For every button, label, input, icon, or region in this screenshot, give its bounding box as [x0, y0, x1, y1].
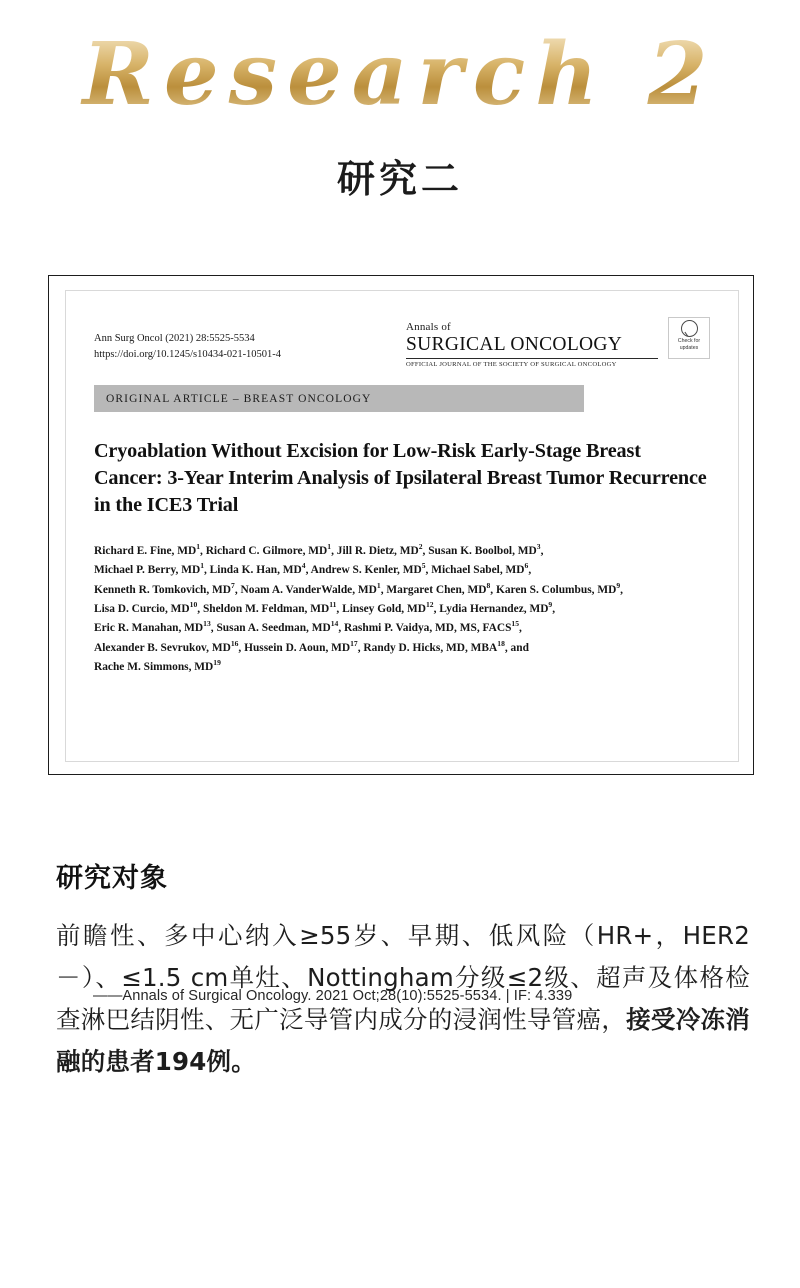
- article-type-label: ORIGINAL ARTICLE – BREAST ONCOLOGY: [106, 392, 372, 405]
- study-population-section: [56, 856, 756, 1084]
- journal-logo-divider: [406, 358, 658, 359]
- journal-logo-society: OFFICIAL JOURNAL OF THE SOCIETY OF SURGICAL ONCOLOGY: [406, 361, 617, 368]
- banner-script-title: Research 2: [0, 28, 800, 123]
- page-banner: [0, 0, 800, 201]
- journal-logo-annals: Annals of: [406, 321, 451, 333]
- crossmark-line2: updates: [679, 344, 699, 351]
- section-body: 前瞻性、多中心纳入≥55岁、早期、低风险（HR+，HER2－）、≤1.5 cm单灶、Nottingham分级≤2级、超声及体格检查淋巴结阴性、无广泛导管内成分的浸润性导管癌，接受冷冻消融的患者194例。: [56, 921, 750, 1077]
- paper-authors: Richard E. Fine, $MD^1$, Richard C. Gilmore, $MD^1$, Jill R. Dietz, $MD^2$, Susan K. Boolbol, $MD^3$, Michael P. Berry, $MD^1$, Linda K. Han, $MD^4$, Andrew S. Kenler, $MD^5$, Michael Sabel, $MD^6$, Kenneth R. Tomkovich, $MD^7$, Noam A. VanderWalde, $MD^1$, Margaret Chen, $MD^8$, Karen S. Columbus, $MD^9$, Lisa D. Curcio, MD$^{10}$, Sheldon M. Feldman, MD$^{11}$, Linsey Gold, MD$^{12}$, Lydia Hernandez, $MD^9$, Eric R. Manahan, MD$^{13}$, Susan A. Seedman, MD$^{14}$, Rashmi P. Vaidya, MD, MS, FACS$^{15}$, Alexander B. Sevrukov, MD$^{16}$, Hussein D. Aoun, MD$^{17}$, Randy D. Hicks, MD, MBA$^{18}$, and Rache M. Simmons, MD$^{19}$: [94, 542, 623, 673]
- article-type-band: [94, 385, 584, 412]
- journal-masthead: [94, 317, 710, 379]
- journal-reference: [94, 317, 281, 364]
- journal-reference-line2: https://doi.org/10.1245/s10434-021-10501-4: [94, 349, 282, 361]
- crossmark-badge: [668, 317, 710, 359]
- checkmark-icon: [681, 320, 698, 337]
- journal-reference-line1: Ann Surg Oncol (2021) 28:5525-5534: [94, 333, 255, 344]
- journal-logo: [406, 317, 658, 368]
- banner-chinese-title: 研究二: [336, 156, 463, 201]
- journal-logo-name: SURGICAL ONCOLOGY: [406, 334, 623, 355]
- section-title: 研究对象: [56, 863, 168, 894]
- crossmark-line1: Check for: [677, 338, 701, 344]
- paper-citation: ——Annals of Surgical Oncology. 2021 Oct;28(10):5525-5534. | IF: 4.339: [93, 988, 573, 1004]
- paper-card-inner: [65, 290, 739, 762]
- paper-title: Cryoablation Without Excision for Low-Risk Early-Stage Breast Cancer: 3-Year Interim Analysis of Ipsilateral Breast Tumor Recurrence in the ICE3 Trial: [94, 440, 707, 517]
- journal-logo-group: [406, 317, 710, 368]
